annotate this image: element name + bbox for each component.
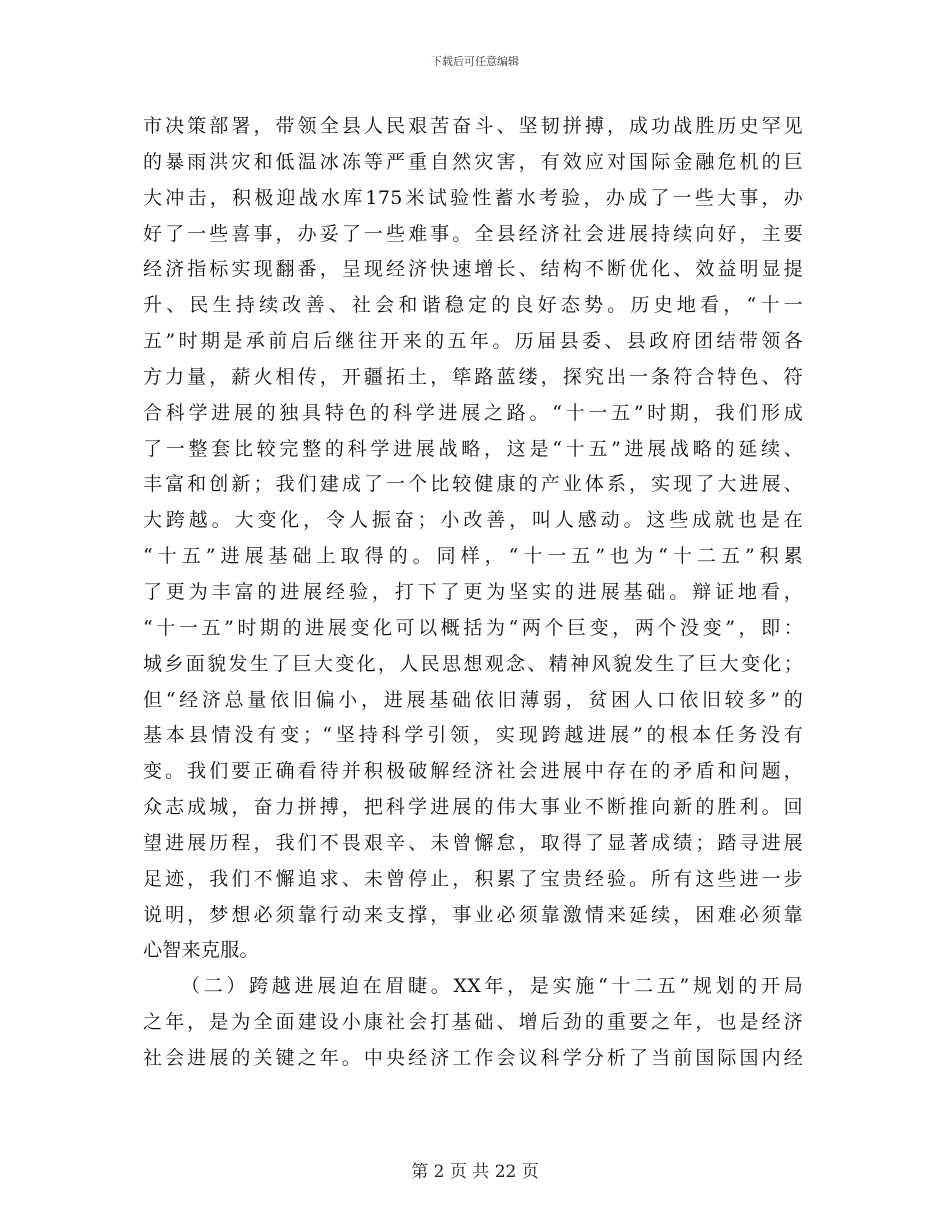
body-line: 社会进展的关键之年。中央经济工作会议科学分析了当前国际国内经 — [143, 1046, 803, 1069]
body-line: 变。我们要正确看待并积极破解经济社会进展中存在的矛盾和问题， — [143, 760, 803, 783]
body-line: “十五”进展基础上取得的。同样，“十一五”也为“十二五”积累 — [143, 545, 803, 568]
body-line: 大跨越。大变化，令人振奋；小改善，叫人感动。这些成就也是在 — [143, 509, 803, 532]
body-line: 望进展历程，我们不畏艰辛、未曾懈怠，取得了显著成绩；踏寻进展 — [143, 831, 803, 854]
body-line: 合科学进展的独具特色的科学进展之路。“十一五”时期，我们形成 — [143, 401, 803, 424]
body-line: 经济指标实现翻番，呈现经济快速增长、结构不断优化、效益明显提 — [143, 258, 803, 281]
body-line: 的暴雨洪灾和低温冰冻等严重自然灾害，有效应对国际金融危机的巨 — [143, 150, 803, 173]
body-line: 足迹，我们不懈追求、未曾停止，积累了宝贵经验。所有这些进一步 — [143, 867, 803, 890]
body-line: 大冲击，积极迎战水库175米试验性蓄水考验，办成了一些大事，办 — [143, 186, 803, 209]
page-number-footer: 第 2 页 共 22 页 — [411, 1162, 539, 1182]
body-line: 但“经济总量依旧偏小，进展基础依旧薄弱，贫困人口依旧较多”的 — [143, 688, 803, 711]
body-line: 方力量，薪火相传，开疆拓土，筚路蓝缕，探究出一条符合特色、符 — [143, 365, 803, 388]
body-line: 心智来克服。 — [143, 939, 259, 962]
body-line: 了一整套比较完整的科学进展战略，这是“十五”进展战略的延续、 — [143, 437, 803, 460]
body-line: 说明，梦想必须靠行动来支撑，事业必须靠激情来延续，困难必须靠 — [143, 903, 803, 926]
body-line: （二）跨越进展迫在眉睫。XX年，是实施“十二五”规划的开局 — [181, 975, 803, 998]
body-line: 升、民生持续改善、社会和谐稳定的良好态势。历史地看，“十一 — [143, 294, 803, 317]
body-line: 丰富和创新；我们建成了一个比较健康的产业体系，实现了大进展、 — [143, 473, 803, 496]
body-line: 五”时期是承前启后继往开来的五年。历届县委、县政府团结带领各 — [143, 330, 803, 353]
body-line: 众志成城，奋力拼搏，把科学进展的伟大事业不断推向新的胜利。回 — [143, 796, 803, 819]
document-body — [143, 109, 803, 1077]
body-line: “十一五”时期的进展变化可以概括为“两个巨变，两个没变”，即： — [143, 616, 803, 639]
body-line: 基本县情没有变；“坚持科学引领，实现跨越进展”的根本任务没有 — [143, 724, 803, 747]
body-line: 市决策部署，带领全县人民艰苦奋斗、坚韧拼搏，成功战胜历史罕见 — [143, 115, 803, 137]
body-line: 了更为丰富的进展经验，打下了更为坚实的进展基础。辩证地看， — [143, 580, 803, 603]
body-line: 好了一些喜事，办妥了一些难事。全县经济社会进展持续向好，主要 — [143, 222, 803, 245]
page-header: 下载后可任意编辑 — [431, 55, 519, 68]
body-line: 城乡面貌发生了巨大变化，人民思想观念、精神风貌发生了巨大变化； — [143, 652, 803, 675]
body-line: 之年，是为全面建设小康社会打基础、增后劲的重要之年，也是经济 — [143, 1011, 803, 1034]
